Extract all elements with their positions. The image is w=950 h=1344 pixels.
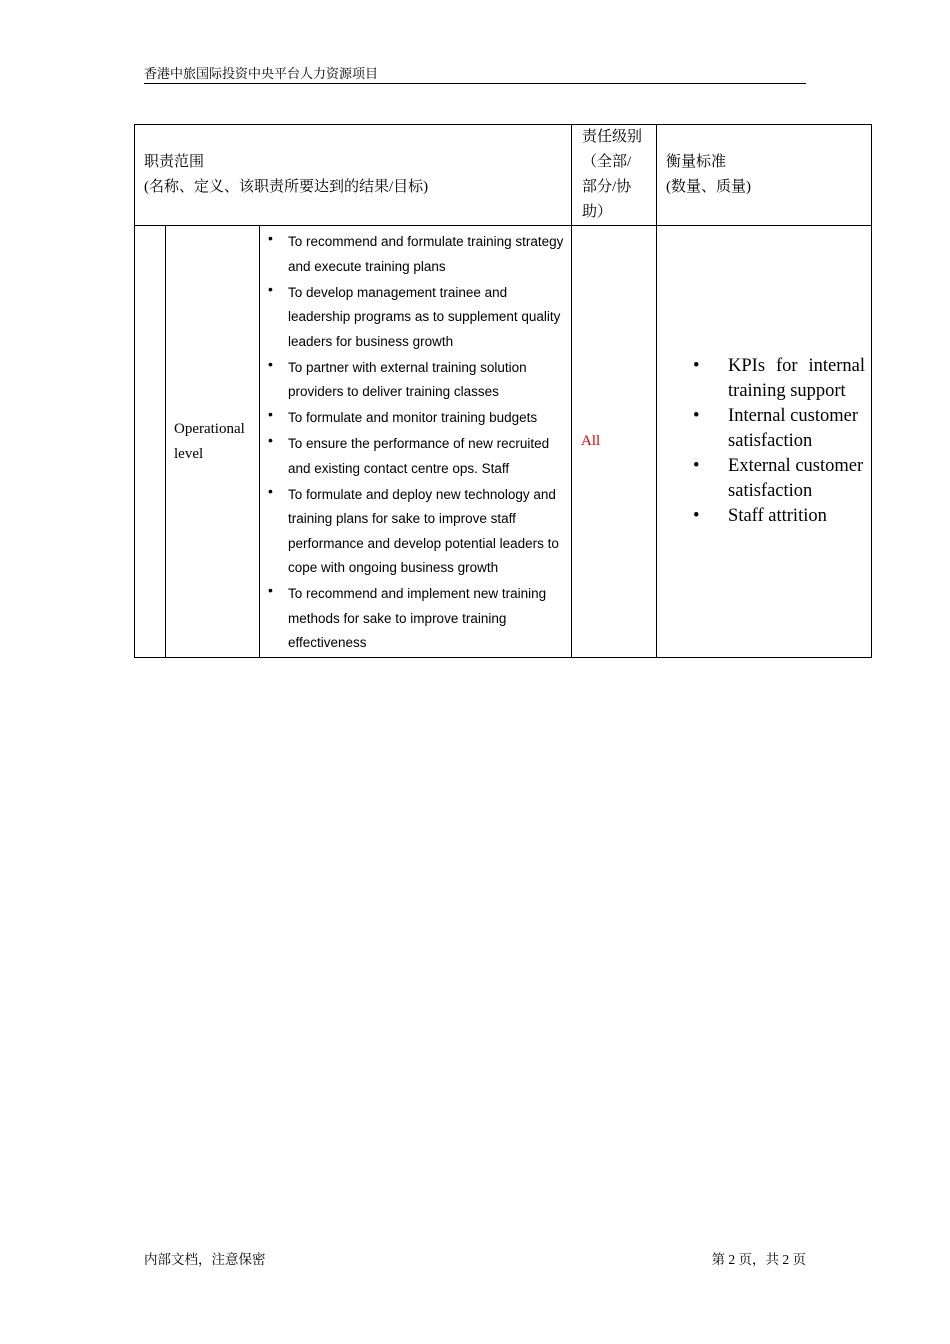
list-item: • External customer satisfaction — [657, 454, 871, 504]
list-item: • To ensure the performance of new recruited and existing contact centre ops. Staff — [260, 432, 571, 481]
measure-subtitle: (数量、质量) — [666, 179, 752, 195]
level-value: All — [581, 433, 601, 449]
list-item: • To partner with external training solution providers to deliver training classes — [260, 356, 571, 405]
level-header-cell — [572, 125, 657, 226]
table-header-row — [135, 125, 872, 226]
list-item: • To formulate and monitor training budgets — [260, 406, 571, 431]
scope-title: 职责范围 — [144, 154, 205, 170]
level-header-line: 责任级别 — [582, 129, 643, 145]
list-item: • KPIs for internal training support — [657, 354, 871, 404]
scope-subtitle: (名称、定义、该职责所要达到的结果/目标) — [144, 179, 429, 195]
level-header-line: （全部/ — [582, 154, 632, 170]
footer-confidential: 内部文档，注意保密 — [144, 1252, 266, 1267]
list-item: • Internal customer satisfaction — [657, 404, 871, 454]
level-header-line: 部分/协 — [582, 179, 632, 195]
scope-header-cell — [135, 125, 572, 226]
list-item: • Staff attrition — [657, 504, 871, 529]
list-item: • To recommend and implement new training methods for sake to improve training effectiveness — [260, 582, 571, 656]
list-item: • To recommend and formulate training strategy and execute training plans — [260, 230, 571, 279]
footer-page-number: 第 2 页，共 2 页 — [711, 1252, 806, 1267]
category-cell — [166, 226, 260, 658]
list-item: • To formulate and deploy new technology and training plans for sake to improve staff performance and develop potential leaders to cope with ongoing business growth — [260, 483, 571, 581]
measures-list — [657, 354, 871, 529]
measure-header-cell — [657, 125, 872, 226]
table-row — [135, 226, 872, 658]
level-header-line: 助） — [582, 204, 613, 220]
page-header — [144, 66, 806, 84]
duties-list — [260, 226, 571, 656]
category-label: Operational level — [174, 420, 245, 462]
header-title: 香港中旅国际投资中央平台人力资源项目 — [144, 66, 379, 81]
measure-title: 衡量标准 — [666, 154, 727, 170]
row-index-cell — [135, 226, 166, 658]
measures-cell — [657, 226, 872, 658]
level-cell — [572, 226, 657, 658]
responsibility-table — [134, 124, 872, 658]
duties-cell — [260, 226, 572, 658]
list-item: • To develop management trainee and leadership programs as to supplement quality leaders for business growth — [260, 281, 571, 355]
